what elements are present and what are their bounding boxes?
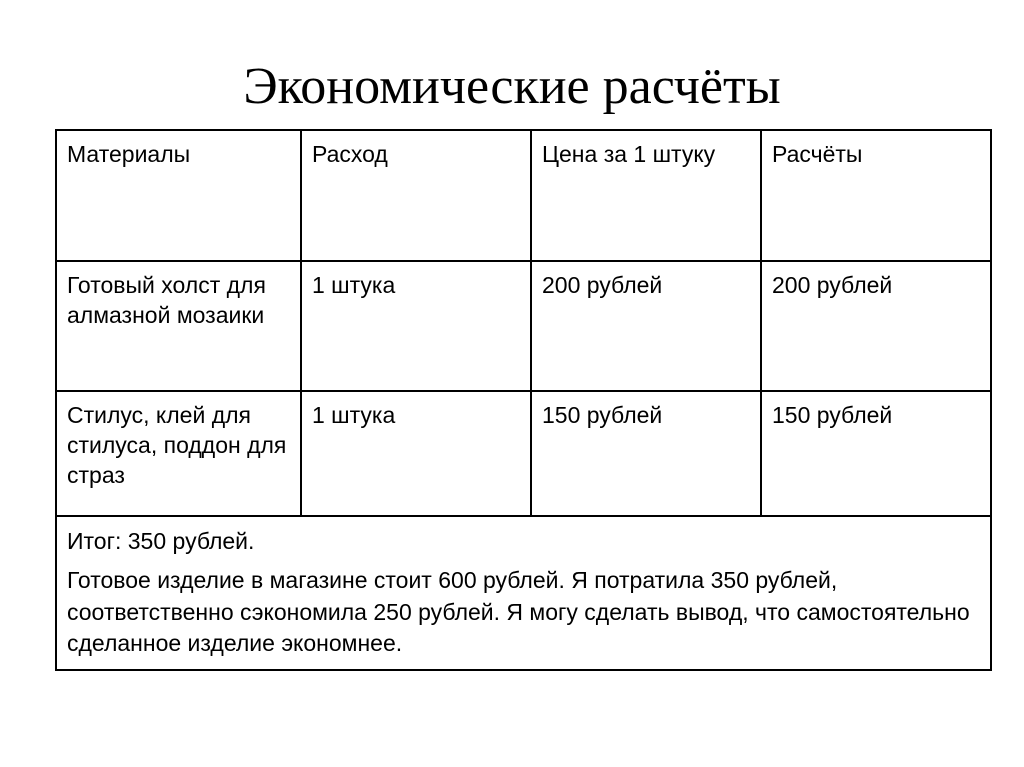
table-header-row xyxy=(56,130,991,261)
table-row xyxy=(56,261,991,391)
cell-stylus-price: 150 рублей xyxy=(531,391,761,516)
cell-canvas-consumption: 1 штука xyxy=(301,261,531,391)
cell-stylus-calculation: 150 рублей xyxy=(761,391,991,516)
table-footer-row xyxy=(56,516,991,670)
cell-stylus-consumption: 1 штука xyxy=(301,391,531,516)
table-row xyxy=(56,391,991,516)
column-header-price-per-unit: Цена за 1 штуку xyxy=(531,130,761,261)
cell-material-canvas: Готовый холст для алмазной мозаики xyxy=(56,261,301,391)
conclusion-text: Готовое изделие в магазине стоит 600 рублей. Я потратила 350 рублей, соответственно сэкономила 250 рублей. Я могу сделать вывод, что самостоятельно сделанное изделие экономнее. xyxy=(67,566,970,657)
cell-canvas-calculation: 200 рублей xyxy=(761,261,991,391)
column-header-materials: Материалы xyxy=(56,130,301,261)
column-header-consumption: Расход xyxy=(301,130,531,261)
summary-cell xyxy=(56,516,991,670)
cell-material-stylus: Стилус, клей для стилуса, поддон для страз xyxy=(56,391,301,516)
economics-table xyxy=(55,129,992,671)
column-header-calculations: Расчёты xyxy=(761,130,991,261)
slide-title: Экономические расчёты xyxy=(243,58,781,115)
total-text: Итог: 350 рублей. xyxy=(67,528,255,555)
cell-canvas-price: 200 рублей xyxy=(531,261,761,391)
